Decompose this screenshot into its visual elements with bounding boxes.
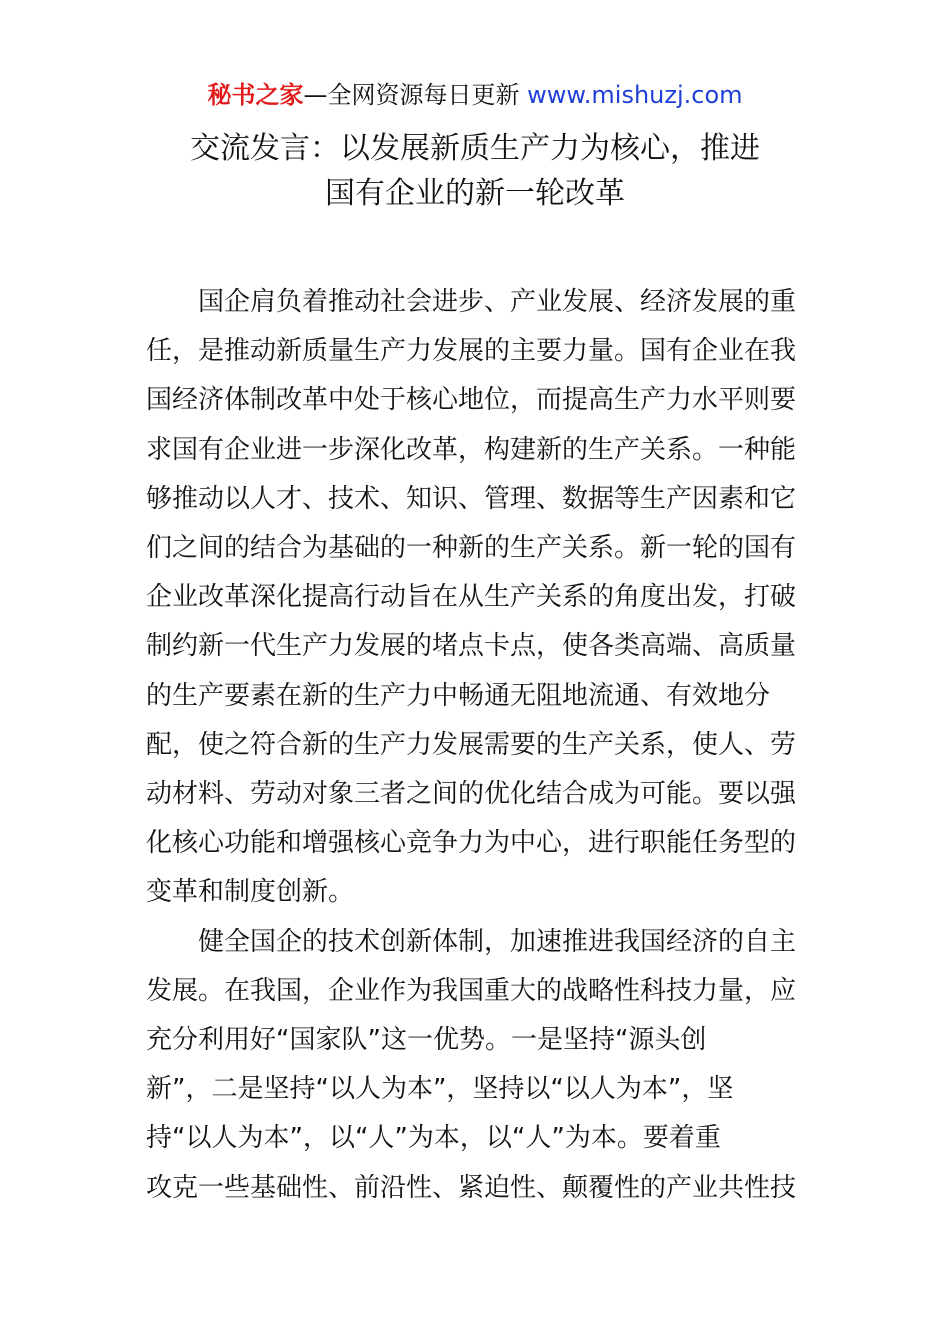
site-url-link[interactable]: www.mishuzj.com — [527, 81, 743, 109]
text-line: 们之间的结合为基础的一种新的生产关系。新一轮的国有 — [146, 533, 797, 564]
text-line: 任，是推动新质量生产力发展的主要力量。国有企业在我 — [146, 336, 797, 367]
text-line: 健全国企的技术创新体制，加速推进我国经济的自主 — [198, 926, 797, 957]
document-body — [146, 278, 806, 1213]
title-line: 交流发言：以发展新质生产力为核心，推进 — [190, 131, 760, 166]
site-header — [0, 78, 950, 112]
text-line: 制约新一代生产力发展的堵点卡点，使各类高端、高质量 — [146, 631, 797, 662]
text-line: 充分利用好“国家队”这一优势。一是坚持“源头创 — [146, 1025, 707, 1056]
text-line: 够推动以人才、技术、知识、管理、数据等生产因素和它 — [146, 483, 797, 514]
site-brand: 秘书之家 — [207, 81, 304, 109]
text-line: 企业改革深化提高行动旨在从生产关系的角度出发，打破 — [146, 582, 797, 613]
text-line: 新”，二是坚持“以人为本”，坚持以“以人为本”，坚 — [146, 1074, 734, 1105]
text-line: 持“以人为本”，以“人”为本，以“人”为本。要着重 — [146, 1123, 721, 1154]
paragraph-2 — [146, 918, 806, 1213]
text-line: 国经济体制改革中处于核心地位，而提高生产力水平则要 — [146, 385, 797, 416]
text-line: 变革和制度创新。 — [146, 877, 355, 908]
document-title — [0, 126, 950, 216]
paragraph-1 — [146, 278, 806, 918]
text-line: 发展。在我国，企业作为我国重大的战略性科技力量，应 — [146, 975, 797, 1006]
title-line: 国有企业的新一轮改革 — [325, 176, 625, 211]
text-line: 攻克一些基础性、前沿性、紧迫性、颠覆性的产业共性技 — [146, 1172, 797, 1203]
site-tagline: —全网资源每日更新 — [303, 81, 528, 109]
text-line: 配，使之符合新的生产力发展需要的生产关系，使人、劳 — [146, 729, 797, 760]
text-line: 国企肩负着推动社会进步、产业发展、经济发展的重 — [198, 287, 797, 317]
text-line: 动材料、劳动对象三者之间的优化结合成为可能。要以强 — [146, 779, 797, 810]
text-line: 化核心功能和增强核心竞争力为中心，进行职能任务型的 — [146, 828, 797, 859]
text-line: 求国有企业进一步深化改革，构建新的生产关系。一种能 — [146, 434, 797, 465]
text-line: 的生产要素在新的生产力中畅通无阻地流通、有效地分 — [146, 680, 771, 711]
